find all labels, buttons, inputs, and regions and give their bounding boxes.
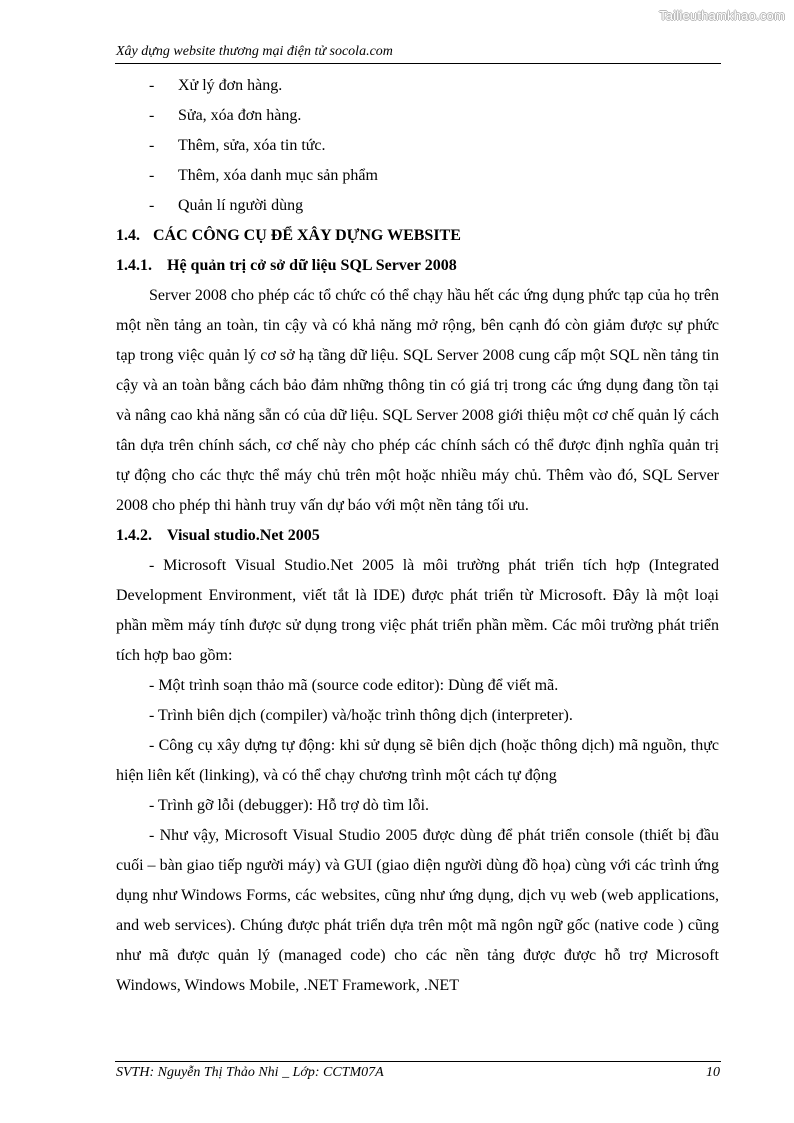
bullet-text: Thêm, xóa danh mục sản phẩm — [178, 167, 378, 184]
vs-paragraph: - Công cụ xây dựng tự động: khi sử dụng sẽ biên dịch (hoặc thông dịch) mã nguồn, thực hiện liên kết (linking), và có thể chạy chương trình một cách tự động — [116, 737, 719, 784]
section-title: CÁC CÔNG CỤ ĐỂ XÂY DỰNG WEBSITE — [153, 227, 461, 244]
bullet-dash: - — [149, 197, 155, 214]
subsection-heading-sql — [116, 251, 719, 281]
section-heading — [116, 221, 719, 251]
subsection-number: 1.4.1. — [116, 257, 152, 274]
bullet-item — [116, 131, 719, 161]
vs-paragraph: - Như vậy, Microsoft Visual Studio 2005 được dùng để phát triển console (thiết bị đầu cuối – bàn giao tiếp người máy) và GUI (giao diện người dùng đồ họa) cùng với các trình ứng dụng như Windows Forms, các websites, cũng như ứng dụng, dịch vụ web (web applications, and web services). Chúng được phát triển dựa trên một mã ngôn ngữ gốc (native code ) cũng như mã được quản lý (managed code) cho các nền tảng được được hỗ trợ Microsoft Windows, Windows Mobile, .NET Framework, .NET — [116, 827, 719, 994]
bullet-dash: - — [149, 77, 155, 94]
section-number: 1.4. — [116, 227, 140, 244]
vs-paragraph: - Trình gỡ lỗi (debugger): Hỗ trợ dò tìm lỗi. — [149, 797, 430, 814]
footer-rule — [115, 1061, 721, 1062]
bullet-text: Sửa, xóa đơn hàng. — [178, 107, 302, 124]
bullet-dash: - — [149, 137, 155, 154]
bullet-dash: - — [149, 167, 155, 184]
vs-paragraph: - Microsoft Visual Studio.Net 2005 là môi trường phát triển tích hợp (Integrated Development Environment, viết tắt là IDE) được phát triển từ Microsoft. Đây là một loại phần mềm máy tính được sử dụng trong việc phát triển phần mềm. Các môi trường phát triển tích hợp bao gồm: — [116, 557, 719, 664]
header-rule — [115, 63, 721, 64]
bullet-item — [116, 161, 719, 191]
bullet-text: Quản lí người dùng — [178, 197, 304, 214]
bullet-dash: - — [149, 107, 155, 124]
footer-author: SVTH: Nguyễn Thị Thảo Nhi _ Lớp: CCTM07A — [116, 1065, 384, 1080]
page-body — [116, 71, 719, 1001]
running-header: Xây dựng website thương mại điện tử socola.com — [116, 44, 393, 59]
subsection-heading-visual-studio — [116, 521, 719, 551]
page-number: 10 — [706, 1065, 720, 1080]
vs-paragraph: - Một trình soạn thảo mã (source code editor): Dùng để viết mã. — [149, 677, 559, 694]
bullet-text: Thêm, sửa, xóa tin tức. — [178, 137, 326, 154]
subsection-title: Visual studio.Net 2005 — [167, 527, 320, 544]
bullet-item — [116, 71, 719, 101]
subsection-number: 1.4.2. — [116, 527, 152, 544]
bullet-text: Xử lý đơn hàng. — [178, 77, 283, 94]
watermark: Tailieuthamkhao.com — [659, 8, 785, 23]
subsection-title: Hệ quản trị cở sở dữ liệu SQL Server 2008 — [167, 257, 457, 274]
bullet-item — [116, 101, 719, 131]
vs-paragraph: - Trình biên dịch (compiler) và/hoặc trình thông dịch (interpreter). — [149, 707, 573, 724]
sql-server-paragraph: Server 2008 cho phép các tổ chức có thể chạy hầu hết các ứng dụng phức tạp của họ trên một nền tảng an toàn, tin cậy và có khả năng mở rộng, bên cạnh đó còn giảm được sự phức tạp trong việc quản lý cơ sở hạ tầng dữ liệu. SQL Server 2008 cung cấp một SQL nền tảng tin cậy và an toàn bằng cách bảo đảm những thông tin có giá trị trong các ứng dụng đang tồn tại và nâng cao khả năng sẵn có của dữ liệu. SQL Server 2008 giới thiệu một cơ chế quản lý cách tân dựa trên chính sách, cơ chế này cho phép các chính sách có thể được định nghĩa quản trị tự động cho các thực thể máy chủ trên một hoặc nhiều máy chủ. Thêm vào đó, SQL Server 2008 cho phép thi hành truy vấn dự báo với một nền tảng tối ưu. — [116, 287, 719, 514]
bullet-item — [116, 191, 719, 221]
